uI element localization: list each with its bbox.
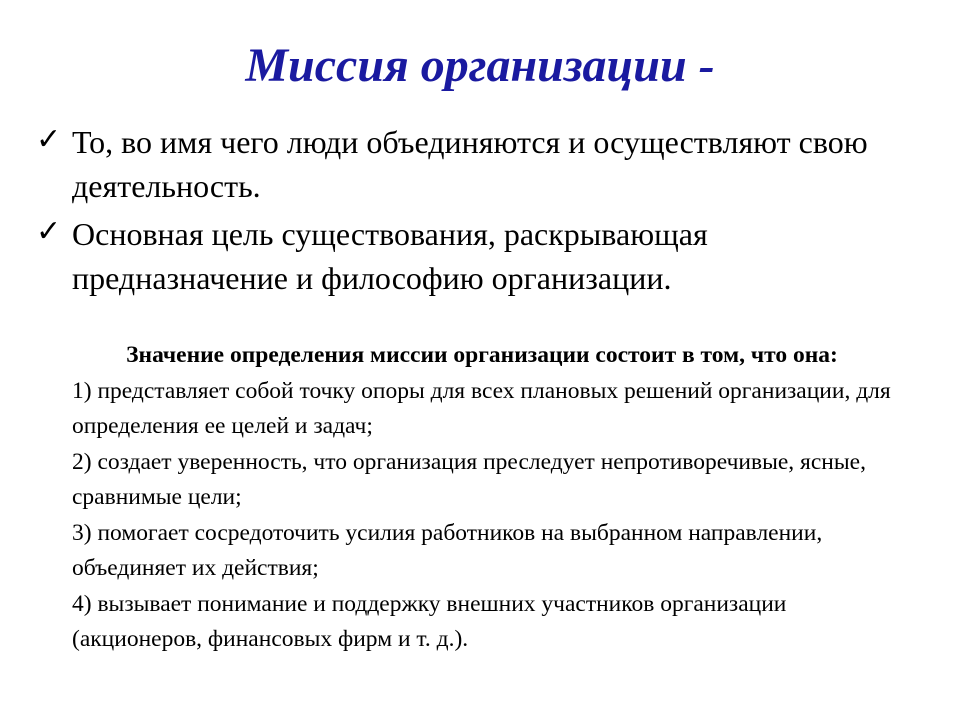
- bullet-list: [36, 120, 916, 304]
- checkmark-icon: ✓: [36, 214, 62, 249]
- bullet-text: Основная цель существования, раскрывающая предназначение и философию организации.: [72, 216, 708, 296]
- significance-item: 1) представляет собой точку опоры для всех плановых решений организации, для определения ее целей и задач;: [72, 377, 891, 439]
- checkmark-icon: ✓: [36, 122, 62, 157]
- significance-heading: Значение определения миссии организации состоит в том, что она:: [126, 342, 838, 368]
- bullet-text: То, во имя чего люди объединяются и осуществляют свою деятельность.: [72, 124, 868, 204]
- bullet-item: [36, 120, 916, 208]
- slide-title: Миссия организации -: [245, 39, 715, 92]
- bullet-item: [36, 212, 916, 300]
- significance-item: 3) помогает сосредоточить усилия работников на выбранном направлении, объединяет их действия;: [72, 519, 823, 581]
- significance-block: [72, 338, 892, 658]
- significance-item: 2) создает уверенность, что организация преследует непротиворечивые, ясные, сравнимые цели;: [72, 448, 866, 510]
- significance-list: [72, 374, 892, 658]
- significance-item: 4) вызывает понимание и поддержку внешних участников организации (акционеров, финансовых фирм и т. д.).: [72, 590, 787, 652]
